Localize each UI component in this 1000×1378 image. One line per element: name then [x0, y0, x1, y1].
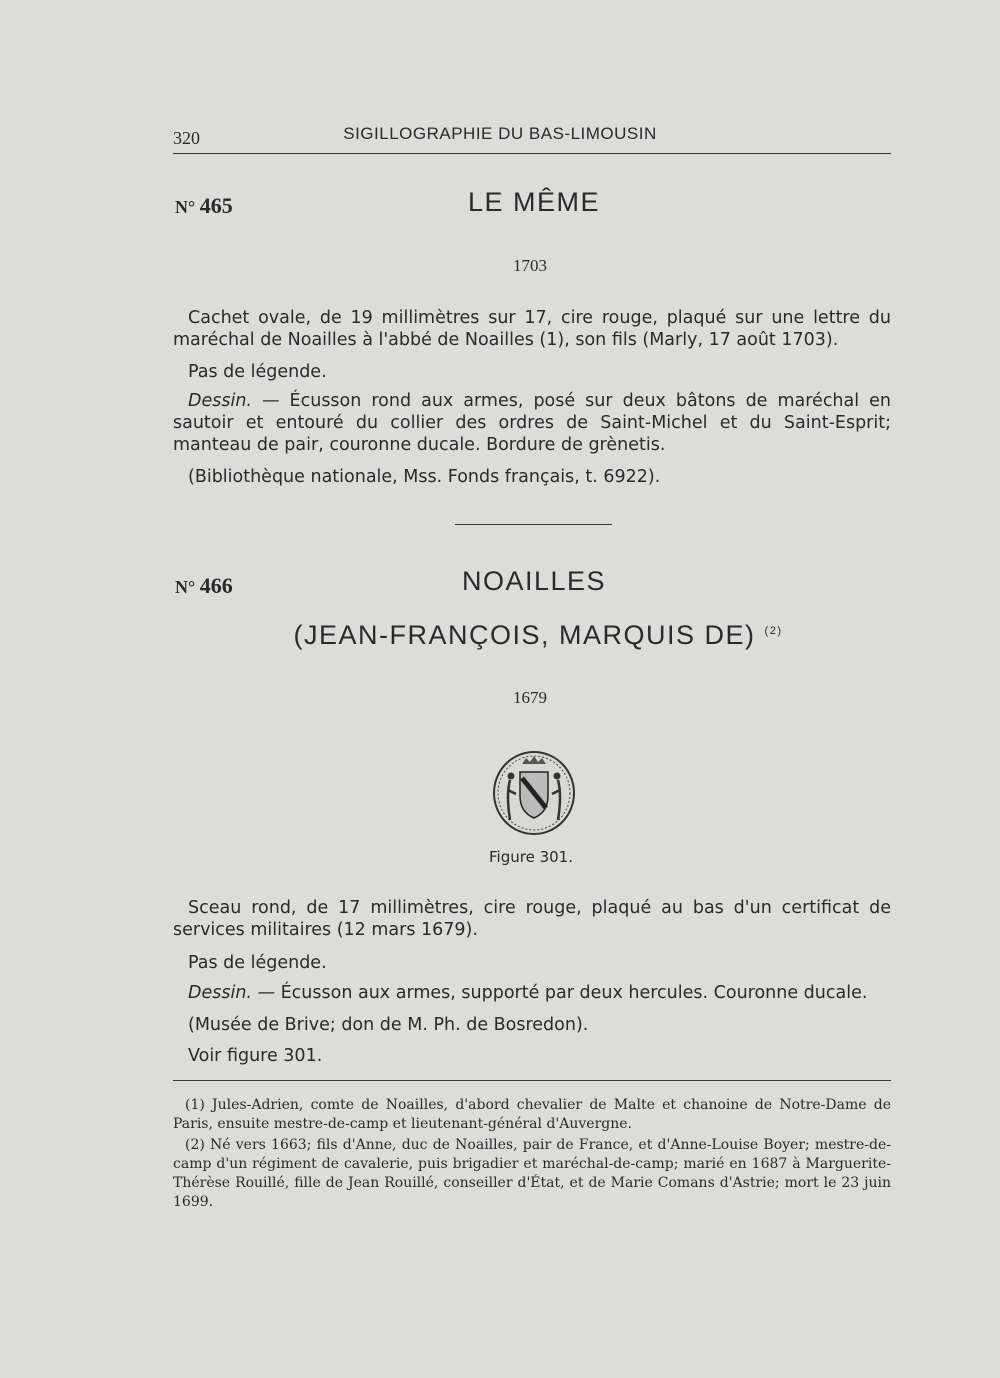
footnote-1: (1) Jules-Adrien, comte de Noailles, d'abord chevalier de Malte et chanoine de Notre-Dame de Paris, ensuite mestre-de-camp et lieutenant-général d'Auvergne.	[173, 1097, 891, 1132]
entry-description-466: Sceau rond, de 17 millimètres, cire rouge, plaqué au bas d'un certificat de services militaires (12 mars 1679).	[173, 898, 891, 940]
entry-number-value: 465	[199, 193, 233, 218]
figure-caption: Figure 301.	[489, 848, 573, 866]
entry-legend-466: Pas de légende.	[188, 953, 327, 973]
entry-title-466-line1: NOAILLES	[461, 566, 607, 596]
section-divider	[455, 524, 612, 525]
entry-year-465: 1703	[513, 256, 547, 275]
entry-number-prefix: N°	[175, 197, 196, 217]
entry-number-value: 466	[199, 573, 233, 598]
footnote-2: (2) Né vers 1663; fils d'Anne, duc de Noailles, pair de France, et d'Anne-Louise Boyer; mestre-de-camp d'un régiment de cavalerie, puis brigadier et maréchal-de-camp; marié en 1687 à Marguerite-Thérèse Rouillé, fille de Jean Rouillé, conseiller d'État, et de Marie Comans d'Astrie; mort le 23 juin 1699.	[173, 1137, 891, 1210]
entry-number-prefix: N°	[175, 577, 196, 597]
dessin-text: — Écusson aux armes, supporté par deux hercules. Couronne ducale.	[252, 983, 868, 1003]
seal-figure-icon	[492, 750, 576, 836]
dessin-text: — Écusson rond aux armes, posé sur deux bâtons de maréchal en sautoir et entouré du collier des ordres de Saint-Michel et du Saint-Esprit; manteau de pair, couronne ducale. Bordure de grènetis.	[173, 391, 891, 455]
page-number: 320	[173, 128, 200, 148]
entry-legend-465: Pas de légende.	[188, 362, 327, 382]
dessin-label: Dessin.	[188, 391, 252, 411]
entry-description-465: Cachet ovale, de 19 millimètres sur 17, cire rouge, plaqué sur une lettre du maréchal de Noailles à l'abbé de Noailles (1), son fils (Marly, 17 août 1703).	[173, 308, 891, 350]
footnote-rule	[173, 1080, 891, 1081]
entry-source-465: (Bibliothèque nationale, Mss. Fonds français, t. 6922).	[188, 467, 661, 487]
entry-year-466: 1679	[513, 688, 547, 707]
dessin-label: Dessin.	[188, 983, 252, 1003]
running-title: SIGILLOGRAPHIE DU BAS-LIMOUSIN	[343, 124, 657, 143]
entry-title-466-line2	[0, 620, 1000, 651]
entry-source-466: (Musée de Brive; don de M. Ph. de Bosredon).	[188, 1015, 589, 1035]
header-rule	[173, 153, 891, 154]
entry-title-465: LE MÊME	[467, 187, 601, 217]
footnote-ref: (2)	[764, 625, 783, 637]
entry-dessin-465	[173, 390, 891, 456]
entry-see-figure-466: Voir figure 301.	[188, 1046, 323, 1066]
entry-title-text: (JEAN-FRANÇOIS, MARQUIS DE)	[293, 620, 756, 650]
entry-dessin-466	[173, 982, 891, 1004]
